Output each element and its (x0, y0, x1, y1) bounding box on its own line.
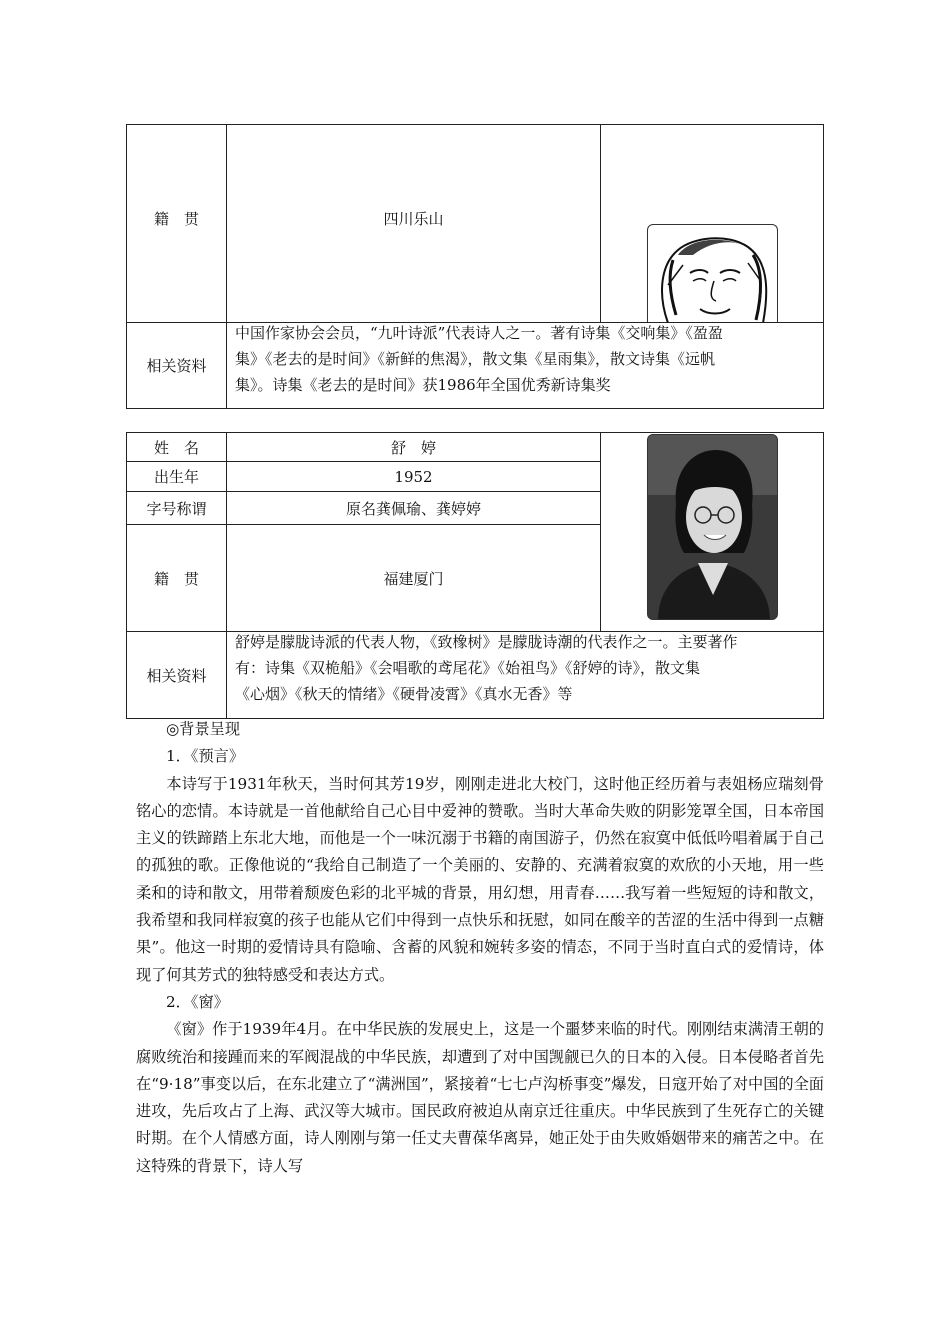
item1-paragraph: 本诗写于1931年秋天，当时何其芳19岁，刚刚走进北大校门，这时他正经历着与表姐杨应瑞刻骨铭心的恋情。本诗就是一首他献给自己心目中爱神的赞歌。当时大革命失败的阴影笼罩全国，日本帝国主义的铁蹄踏上东北大地，而他是一个一味沉溺于书籍的南国游子，仍然在寂寞中低低吟唱着属于自己的孤独的歌。正像他说的“我给自己制造了一个美丽的、安静的、充满着寂寞的欢欣的小天地，用一些柔和的诗和散文，用带着颓废色彩的北平城的背景，用幻想，用青春……我写着一些短短的诗和散文，我希望和我同样寂寞的孩子也能从它们中得到一点快乐和抚慰，如同在酸辛的苦涩的生活中得到一点糖果”。他这一时期的爱情诗具有隐喻、含蓄的风貌和婉转多姿的情态，不同于当时直白式的爱情诗，体现了何其芳式的独特感受和表达方式。 (136, 774, 824, 984)
jiguan-value: 福建厦门 (383, 569, 444, 588)
item1-title: 1．《预言》 (166, 747, 245, 766)
info-label: 相关资料 (146, 357, 207, 375)
info-line: 舒婷是朦胧诗派的代表人物，《致橡树》是朦胧诗潮的代表作之一。主要著作 (235, 633, 738, 651)
author-table-2 (126, 432, 824, 719)
jiguan-label: 籍 贯 (153, 569, 199, 588)
item2-paragraph: 《窗》作于1939年4月。在中华民族的发展史上，这是一个噩梦来临的时代。刚刚结束满清王朝的腐败统治和接踵而来的军阀混战的中华民族，却遭到了对中国觊觎已久的日本的入侵。日本侵略者首先在“9·18”事变以后，在东北建立了“满洲国”，紧接着“七七卢沟桥事变”爆发，日寇开始了对中国的全面进攻，先后攻占了上海、武汉等大城市。国民政府被迫从南京迁往重庆。中华民族到了生死存亡的关键时期。在个人情感方面，诗人刚刚与第一任丈夫曹葆华离异，她正处于由失败婚姻带来的痛苦之中。在这特殊的背景下，诗人写 (136, 1020, 824, 1175)
sketch-face-icon (648, 225, 778, 322)
alias-value: 原名龚佩瑜、龚婷婷 (345, 499, 481, 518)
author-portrait-sketch (647, 224, 778, 322)
birth-value: 1952 (394, 467, 433, 486)
info-text (235, 320, 815, 408)
author-photo (647, 434, 778, 620)
section-heading: ◎背景呈现 (166, 720, 241, 738)
birth-label: 出生年 (153, 468, 199, 486)
info-line: 集》。诗集《老去的是时间》获1986年全国优秀新诗集奖 (235, 376, 611, 394)
author-table-1 (126, 124, 824, 409)
info-line: 中国作家协会会员，“九叶诗派”代表诗人之一。著有诗集《交响集》《盈盈 (235, 324, 723, 342)
item2-title: 2．《窗》 (166, 992, 229, 1011)
info-label: 相关资料 (146, 666, 207, 685)
jiguan-value: 四川乐山 (383, 210, 444, 228)
name-value: 舒 婷 (390, 438, 436, 457)
info-text (235, 629, 815, 717)
info-line: 有：诗集《双桅船》《会唱歌的鸢尾花》《始祖鸟》《舒婷的诗》，散文集 (235, 659, 701, 677)
jiguan-label: 籍 贯 (153, 210, 199, 228)
info-line: 集》《老去的是时间》《新鲜的焦渴》，散文集《星雨集》，散文诗集《远帆 (235, 350, 716, 368)
portrait-photo-icon (648, 435, 778, 620)
info-line: 《心烟》《秋天的情绪》《硬骨凌霄》《真水无香》等 (235, 685, 573, 703)
alias-label: 字号称谓 (146, 499, 207, 518)
background-section (136, 716, 824, 1180)
name-label: 姓 名 (153, 438, 199, 457)
